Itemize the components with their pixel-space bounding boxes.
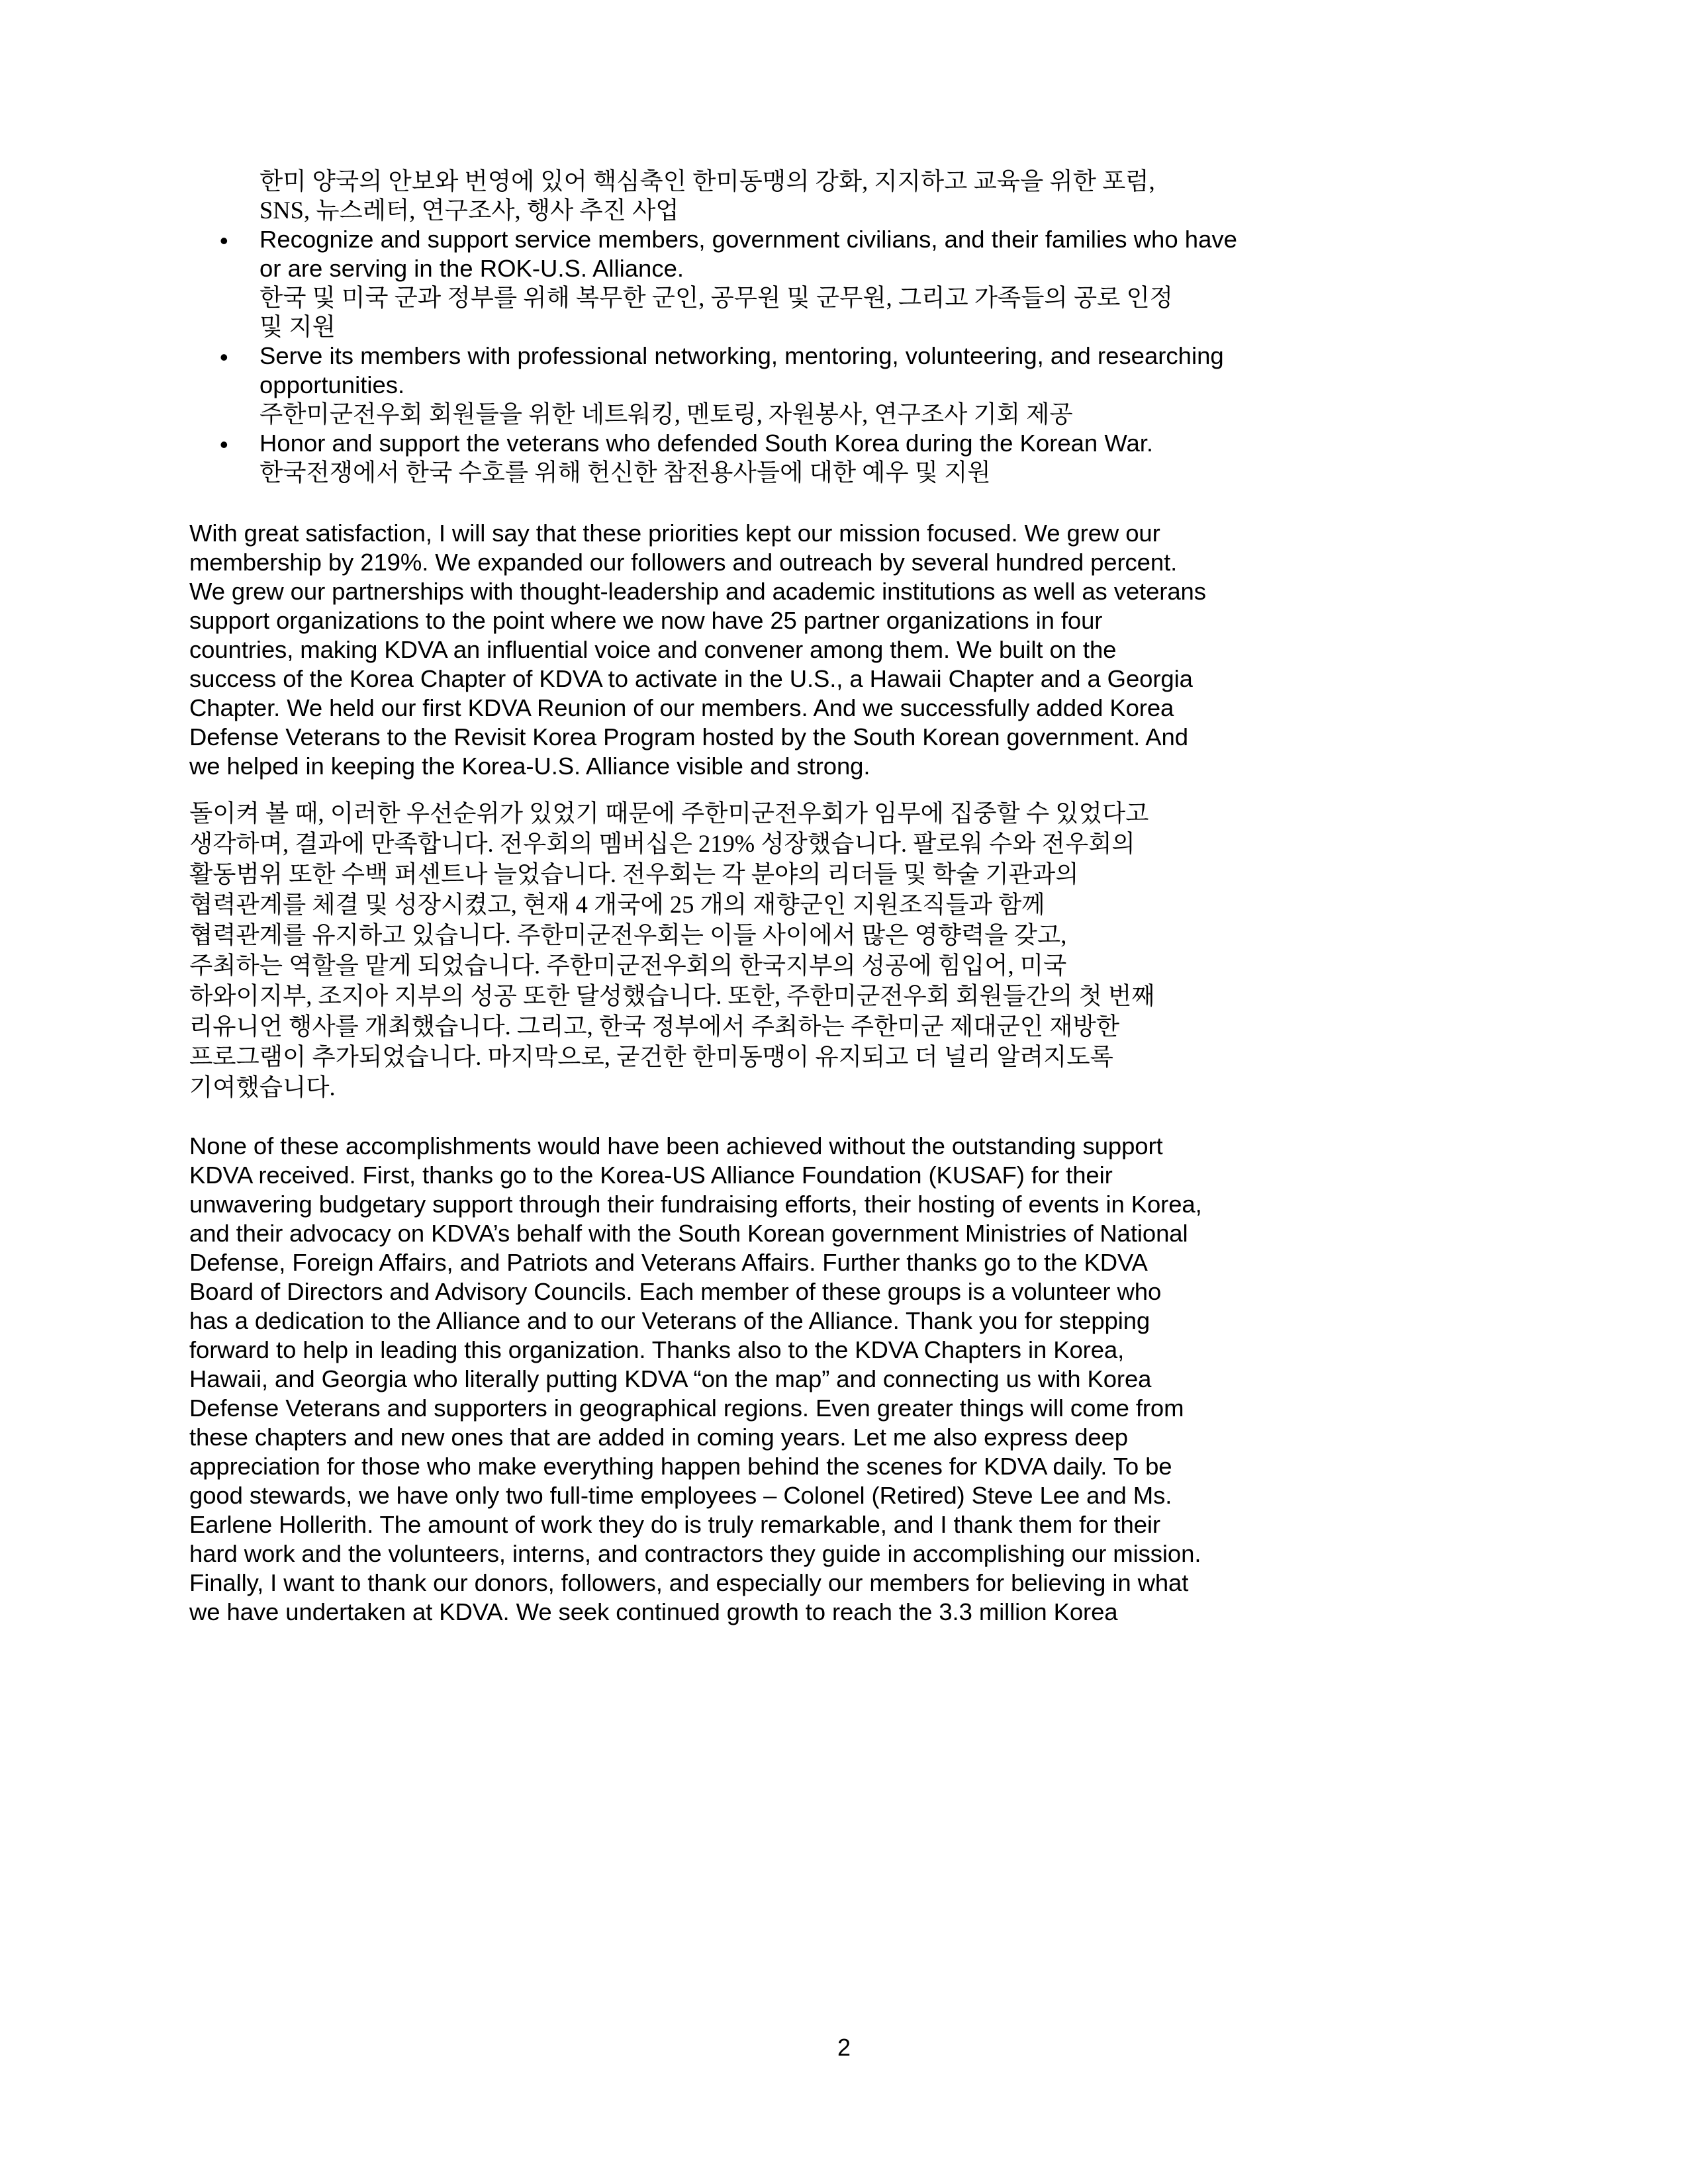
bullet-english-line: Recognize and support service members, government civilians, and their families who have <box>259 226 1237 253</box>
text-line: Hawaii, and Georgia who literally putting KDVA “on the map” and connecting us with Korea <box>189 1365 1152 1392</box>
bullet-korean-line: 한국전쟁에서 한국 수호를 위해 헌신한 참전용사들에 대한 예우 및 지원 <box>259 459 991 486</box>
text-line: We grew our partnerships with thought-leadership and academic institutions as well as veterans <box>189 578 1206 605</box>
bullet-icon: • <box>220 227 228 254</box>
text-line: 기여했습니다. <box>189 1073 336 1101</box>
text-line: 협력관계를 체결 및 성장시켰고, 현재 4 개국에 25 개의 재향군인 지원조직들과 함께 <box>189 891 1045 918</box>
text-line: and their advocacy on KDVA’s behalf with the South Korean government Ministries of National <box>189 1220 1188 1247</box>
page-number-footer <box>0 2033 1688 2062</box>
text-line: Defense Veterans to the Revisit Korea Program hosted by the South Korean government. And <box>189 723 1188 751</box>
text-line: appreciation for those who make everything happen behind the scenes for KDVA daily. To be <box>189 1453 1172 1480</box>
list-item <box>189 341 1480 429</box>
lead-in-korean-block <box>259 167 1480 225</box>
text-line: None of these accomplishments would have been achieved without the outstanding support <box>189 1132 1163 1160</box>
bullet-english-line: opportunities. <box>259 371 405 398</box>
bullet-korean-line: 및 지원 <box>259 313 336 340</box>
text-line: Finally, I want to thank our donors, followers, and especially our members for believing in what <box>189 1569 1189 1596</box>
text-line: good stewards, we have only two full-time employees – Colonel (Retired) Steve Lee and Ms. <box>189 1482 1172 1509</box>
list-item <box>189 429 1480 487</box>
text-line: 리유니언 행사를 개최했습니다. 그리고, 한국 정부에서 주최하는 주한미군 제대군인 재방한 <box>189 1013 1119 1040</box>
text-line: Board of Directors and Advisory Councils. Each member of these groups is a volunteer who <box>189 1278 1162 1305</box>
text-line: we have undertaken at KDVA. We seek continued growth to reach the 3.3 million Korea <box>189 1598 1118 1625</box>
text-line: has a dedication to the Alliance and to our Veterans of the Alliance. Thank you for stepping <box>189 1307 1150 1334</box>
lead-in-line: SNS, 뉴스레터, 연구조사, 행사 추진 사업 <box>259 197 679 224</box>
text-line: Chapter. We held our first KDVA Reunion of our members. And we successfully added Korea <box>189 694 1174 721</box>
paragraph-english-1 <box>189 519 1480 781</box>
bullet-english-line: Serve its members with professional networking, mentoring, volunteering, and researching <box>259 342 1224 369</box>
text-line: forward to help in leading this organization. Thanks also to the KDVA Chapters in Korea, <box>189 1336 1125 1363</box>
page-number: 2 <box>837 2034 851 2061</box>
text-line: 하와이지부, 조지아 지부의 성공 또한 달성했습니다. 또한, 주한미군전우회 회원들간의 첫 번째 <box>189 982 1155 1009</box>
text-line: membership by 219%. We expanded our followers and outreach by several hundred percent. <box>189 549 1178 576</box>
text-line: we helped in keeping the Korea-U.S. Alliance visible and strong. <box>189 752 870 780</box>
list-item <box>189 225 1480 341</box>
text-line: success of the Korea Chapter of KDVA to activate in the U.S., a Hawaii Chapter and a Georgia <box>189 665 1193 692</box>
paragraph-korean-1 <box>189 798 1480 1103</box>
text-line: Defense Veterans and supporters in geographical regions. Even greater things will come from <box>189 1394 1184 1422</box>
spacer <box>189 1103 1480 1132</box>
text-line: 돌이켜 볼 때, 이러한 우선순위가 있었기 때문에 주한미군전우회가 임무에 집중할 수 있었다고 <box>189 799 1149 827</box>
page-content <box>189 167 1480 1627</box>
text-line: hard work and the volunteers, interns, and contractors they guide in accomplishing our mission. <box>189 1540 1201 1567</box>
text-line: Earlene Hollerith. The amount of work they do is truly remarkable, and I thank them for their <box>189 1511 1160 1538</box>
text-line: KDVA received. First, thanks go to the Korea-US Alliance Foundation (KUSAF) for their <box>189 1161 1113 1189</box>
spacer <box>189 781 1480 798</box>
bullet-korean-line: 주한미군전우회 회원들을 위한 네트워킹, 멘토링, 자원봉사, 연구조사 기회 제공 <box>259 400 1073 428</box>
text-line: 협력관계를 유지하고 있습니다. 주한미군전우회는 이들 사이에서 많은 영향력을 갖고, <box>189 921 1067 948</box>
bullet-icon: • <box>220 343 228 371</box>
text-line: unwavering budgetary support through their fundraising efforts, their hosting of events in Korea, <box>189 1191 1202 1218</box>
text-line: 생각하며, 결과에 만족합니다. 전우회의 멤버십은 219% 성장했습니다. 팔로워 수와 전우회의 <box>189 830 1135 857</box>
text-line: countries, making KDVA an influential voice and convener among them. We built on the <box>189 636 1117 663</box>
paragraph-english-2 <box>189 1132 1480 1627</box>
text-line: these chapters and new ones that are added in coming years. Let me also express deep <box>189 1424 1129 1451</box>
text-line: With great satisfaction, I will say that these priorities kept our mission focused. We grew our <box>189 520 1160 547</box>
bullet-icon: • <box>220 431 228 458</box>
bullet-english-line: or are serving in the ROK-U.S. Alliance. <box>259 255 684 282</box>
spacer <box>189 487 1480 519</box>
text-line: Defense, Foreign Affairs, and Patriots and Veterans Affairs. Further thanks go to the KDVA <box>189 1249 1148 1276</box>
text-line: 활동범위 또한 수백 퍼센트나 늘었습니다. 전우회는 각 분야의 리더들 및 학술 기관과의 <box>189 860 1079 887</box>
bullet-korean-line: 한국 및 미국 군과 정부를 위해 복무한 군인, 공무원 및 군무원, 그리고 가족들의 공로 인정 <box>259 284 1174 311</box>
text-line: support organizations to the point where we now have 25 partner organizations in four <box>189 607 1103 634</box>
mission-bullet-list <box>189 225 1480 487</box>
lead-in-line: 한미 양국의 안보와 번영에 있어 핵심축인 한미동맹의 강화, 지지하고 교육을 위한 포럼, <box>259 167 1155 195</box>
text-line: 프로그램이 추가되었습니다. 마지막으로, 굳건한 한미동맹이 유지되고 더 널리 알려지도록 <box>189 1043 1113 1070</box>
bullet-english-line: Honor and support the veterans who defended South Korea during the Korean War. <box>259 430 1154 457</box>
text-line: 주최하는 역할을 맡게 되었습니다. 주한미군전우회의 한국지부의 성공에 힘입어, 미국 <box>189 952 1067 979</box>
